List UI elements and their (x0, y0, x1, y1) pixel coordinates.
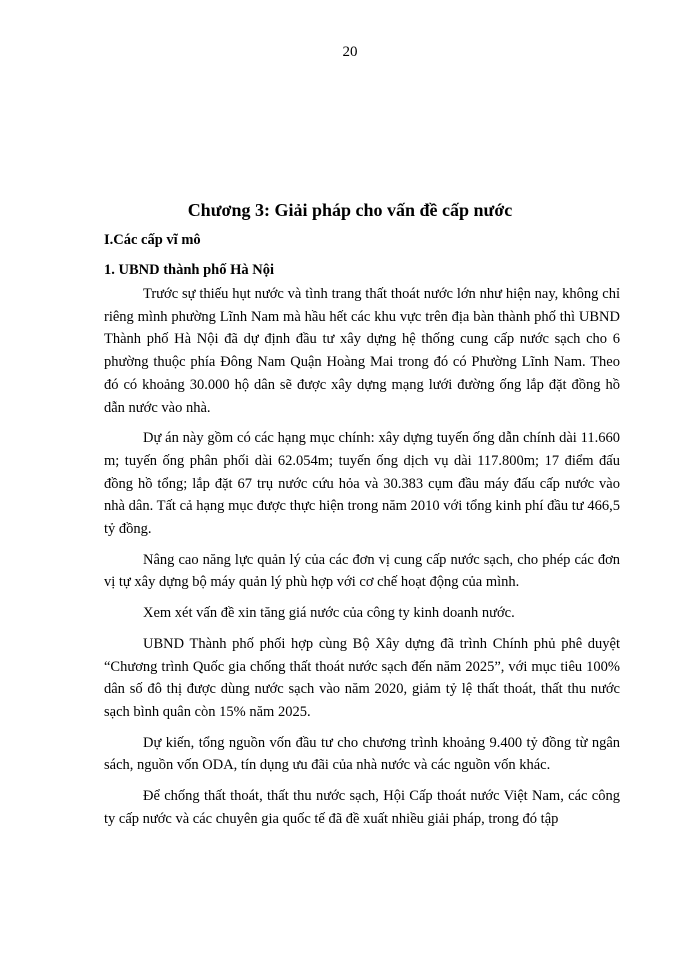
page-number: 20 (342, 44, 358, 60)
paragraph: UBND Thành phố phối hợp cùng Bộ Xây dựng đã trình Chính phủ phê duyệt “Chương trình Quốc gia chống thất thoát nước sạch đến năm 2025”, với mục tiêu 100% dân số đô thị được dùng nước sạch vào năm 2020, giảm tỷ lệ thất thoát, thất thu nước sạch bình quân còn 15% năm 2025. (104, 635, 620, 720)
paragraph: Trước sự thiếu hụt nước và tình trang thất thoát nước lớn như hiện nay, không chỉ riêng mình phường Lĩnh Nam mà hầu hết các khu vực trên địa bàn thành phố thì UBND Thành phố Hà Nội đã dự định đầu tư xây dựng hệ thống cung cấp nước sạch cho 6 phường thuộc phía Đông Nam Quận Hoàng Mai trong đó có Phường Lĩnh Nam. Theo đó có khoảng 30.000 hộ dân sẽ được xây dựng mạng lưới đường ống lắp đặt đồng hồ dẫn nước vào nhà. (104, 286, 620, 416)
body-text (104, 283, 620, 830)
paragraph: Nâng cao năng lực quản lý của các đơn vị cung cấp nước sạch, cho phép các đơn vị tự xây dựng bộ máy quản lý phù hợp với cơ chế hoạt động của mình. (104, 551, 620, 591)
paragraph: Để chống thất thoát, thất thu nước sạch, Hội Cấp thoát nước Việt Nam, các công ty cấp nước và các chuyên gia quốc tế đã đề xuất nhiều giải pháp, trong đó tập (104, 788, 620, 827)
paragraph: Dự án này gồm có các hạng mục chính: xây dựng tuyến ống dẫn chính dài 11.660 m; tuyến ống phân phối dài 62.054m; tuyến ống dịch vụ dài 117.800m; 17 điểm đấu đồng hồ tổng; lắp đặt 67 trụ nước cứu hỏa và 30.383 cụm đầu máy đấu cấp nước vào nhà dân. Tất cả hạng mục được thực hiện trong năm 2010 với tổng kinh phí đầu tư 466,5 tỷ đồng. (104, 430, 620, 538)
paragraph: Dự kiến, tổng nguồn vốn đầu tư cho chương trình khoảng 9.400 tỷ đồng từ ngân sách, nguồn vốn ODA, tín dụng ưu đãi của nhà nước và các nguồn vốn khác. (104, 734, 620, 774)
chapter-title: Chương 3: Giải pháp cho vấn đề cấp nước (187, 200, 513, 220)
subsection-heading: 1. UBND thành phố Hà Nội (104, 262, 275, 278)
section-heading: I.Các cấp vĩ mô (104, 232, 201, 248)
paragraph: Xem xét vấn đề xin tăng giá nước của công ty kinh doanh nước. (143, 605, 515, 622)
